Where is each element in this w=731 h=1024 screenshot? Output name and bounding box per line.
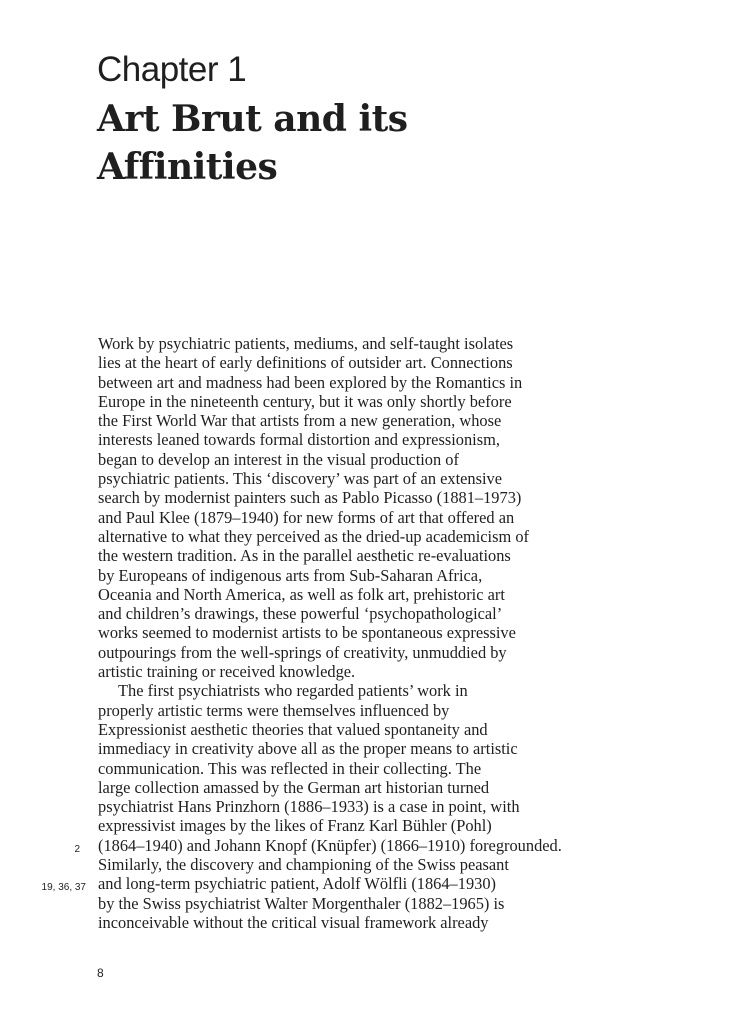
- text-line: and Paul Klee (1879–1940) for new forms of art that offered an: [98, 507, 515, 527]
- text-line: outpourings from the well-springs of creativity, unmuddied by: [98, 642, 507, 662]
- margin-reference: 19, 36, 37: [41, 882, 86, 893]
- text-line: began to develop an interest in the visual production of: [98, 449, 459, 469]
- text-line: Europe in the nineteenth century, but it was only shortly before: [98, 391, 512, 411]
- chapter-title-line: Affinities: [97, 146, 278, 188]
- chapter-title: [97, 95, 657, 191]
- text-line: by Europeans of indigenous arts from Sub-Saharan Africa,: [98, 565, 483, 585]
- text-line: between art and madness had been explored by the Romantics in: [98, 372, 523, 392]
- margin-reference: 2: [74, 844, 80, 855]
- text-line: large collection amassed by the German art historian turned: [98, 777, 490, 797]
- text-line: search by modernist painters such as Pablo Picasso (1881–1973): [98, 488, 522, 508]
- text-line: lies at the heart of early definitions of outsider art. Connections: [98, 353, 513, 373]
- text-line: communication. This was reflected in their collecting. The: [98, 758, 482, 778]
- chapter-label: Chapter 1: [97, 50, 247, 89]
- text-line: works seemed to modernist artists to be spontaneous expressive: [98, 623, 516, 643]
- text-line: (1864–1940) and Johann Knopf (Knüpfer) (1866–1910) foregrounded.: [98, 835, 562, 855]
- text-line: the First World War that artists from a new generation, whose: [98, 411, 502, 431]
- text-line: the western tradition. As in the parallel aesthetic re-evaluations: [98, 546, 511, 566]
- text-line: psychiatric patients. This ‘discovery’ was part of an extensive: [98, 469, 503, 489]
- page-number: 8: [97, 966, 104, 980]
- text-line: Work by psychiatric patients, mediums, and self-taught isolates: [98, 334, 514, 353]
- text-line: properly artistic terms were themselves influenced by: [98, 700, 450, 720]
- text-line: Similarly, the discovery and championing of the Swiss peasant: [98, 855, 509, 875]
- text-line: Oceania and North America, as well as folk art, prehistoric art: [98, 584, 505, 604]
- text-line: and long-term psychiatric patient, Adolf Wölfli (1864–1930): [98, 874, 496, 894]
- text-line: expressivist images by the likes of Franz Karl Bühler (Pohl): [98, 816, 492, 836]
- text-line: artistic training or received knowledge.: [98, 662, 356, 682]
- text-line: immediacy in creativity above all as the proper means to artistic: [98, 739, 518, 759]
- text-line: Expressionist aesthetic theories that valued spontaneity and: [98, 719, 488, 739]
- text-line: The first psychiatrists who regarded patients’ work in: [118, 681, 468, 701]
- text-line: psychiatrist Hans Prinzhorn (1886–1933) is a case in point, with: [98, 797, 520, 817]
- text-line: interests leaned towards formal distortion and expressionism,: [98, 430, 500, 450]
- text-line: inconceivable without the critical visual framework already: [98, 912, 489, 932]
- chapter-title-line: Art Brut and its: [97, 98, 408, 140]
- body-text: [98, 334, 698, 932]
- text-line: and children’s drawings, these powerful ‘psychopathological’: [98, 604, 503, 624]
- text-line: by the Swiss psychiatrist Walter Morgenthaler (1882–1965) is: [98, 893, 505, 913]
- text-line: alternative to what they perceived as the dried-up academicism of: [98, 526, 529, 546]
